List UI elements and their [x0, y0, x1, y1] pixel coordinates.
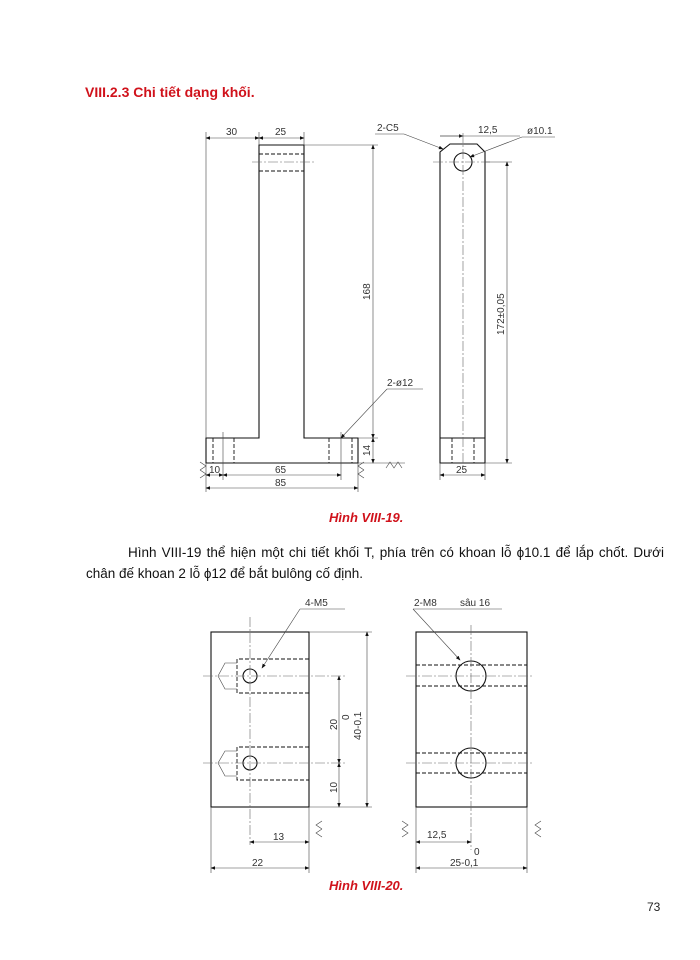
dim-25: 25-0,1 [450, 858, 479, 869]
figure-20-caption: Hình VIII-20. [329, 878, 404, 893]
dim-40: 40-0,1 [353, 711, 364, 740]
dim-20: 20 [329, 718, 340, 730]
dim-168: 168 [362, 283, 373, 300]
surface-finish-icon [358, 462, 364, 478]
dim-depth-16: sâu 16 [460, 598, 491, 609]
dim-2-c5: 2-C5 [377, 123, 399, 134]
dim-2-dia12: 2-ø12 [387, 378, 414, 389]
page-number: 73 [647, 900, 661, 914]
dim-13: 13 [273, 832, 285, 843]
dim-2-m8: 2-M8 [414, 598, 437, 609]
dim-25: 25 [275, 127, 287, 138]
surface-finish-icon [402, 821, 408, 837]
dim-172: 172±0,05 [496, 293, 507, 335]
figure-19-front-view [200, 127, 423, 492]
section-heading: VIII.2.3 Chi tiết dạng khối. [85, 84, 255, 100]
figure-20-right-view [402, 598, 541, 873]
dim-25-side: 25 [456, 465, 468, 476]
figure-19-caption: Hình VIII-19. [329, 510, 404, 525]
surface-finish-icon [535, 821, 541, 837]
body-paragraph [86, 542, 664, 584]
dim-65: 65 [275, 465, 287, 476]
dim-14: 14 [362, 444, 373, 456]
dim-12-5: 12,5 [427, 830, 447, 841]
dim-4-m5: 4-M5 [305, 598, 328, 609]
dim-22: 22 [252, 858, 264, 869]
dim-tol-0: 0 [474, 847, 480, 858]
dim-10: 10 [209, 465, 221, 476]
dim-30: 30 [226, 127, 238, 138]
paragraph-text: Hình VIII-19 thể hiện một chi tiết khối T, phía trên có khoan lỗ ϕ10.1 để lắp chốt. Dưới chân đế khoan 2 lỗ ϕ12 để bắt bulông cố định. [86, 545, 664, 581]
dim-12-5: 12,5 [478, 125, 498, 136]
dim-10: 10 [329, 781, 340, 793]
dim-85: 85 [275, 478, 287, 489]
surface-finish-icon [200, 462, 206, 478]
figure-19-side-view [375, 123, 555, 480]
figure-20-left-view [203, 598, 372, 873]
dim-tol-0: 0 [341, 714, 352, 720]
surface-finish-icon [316, 821, 322, 837]
dim-dia10-1: ø10.1 [527, 126, 553, 137]
